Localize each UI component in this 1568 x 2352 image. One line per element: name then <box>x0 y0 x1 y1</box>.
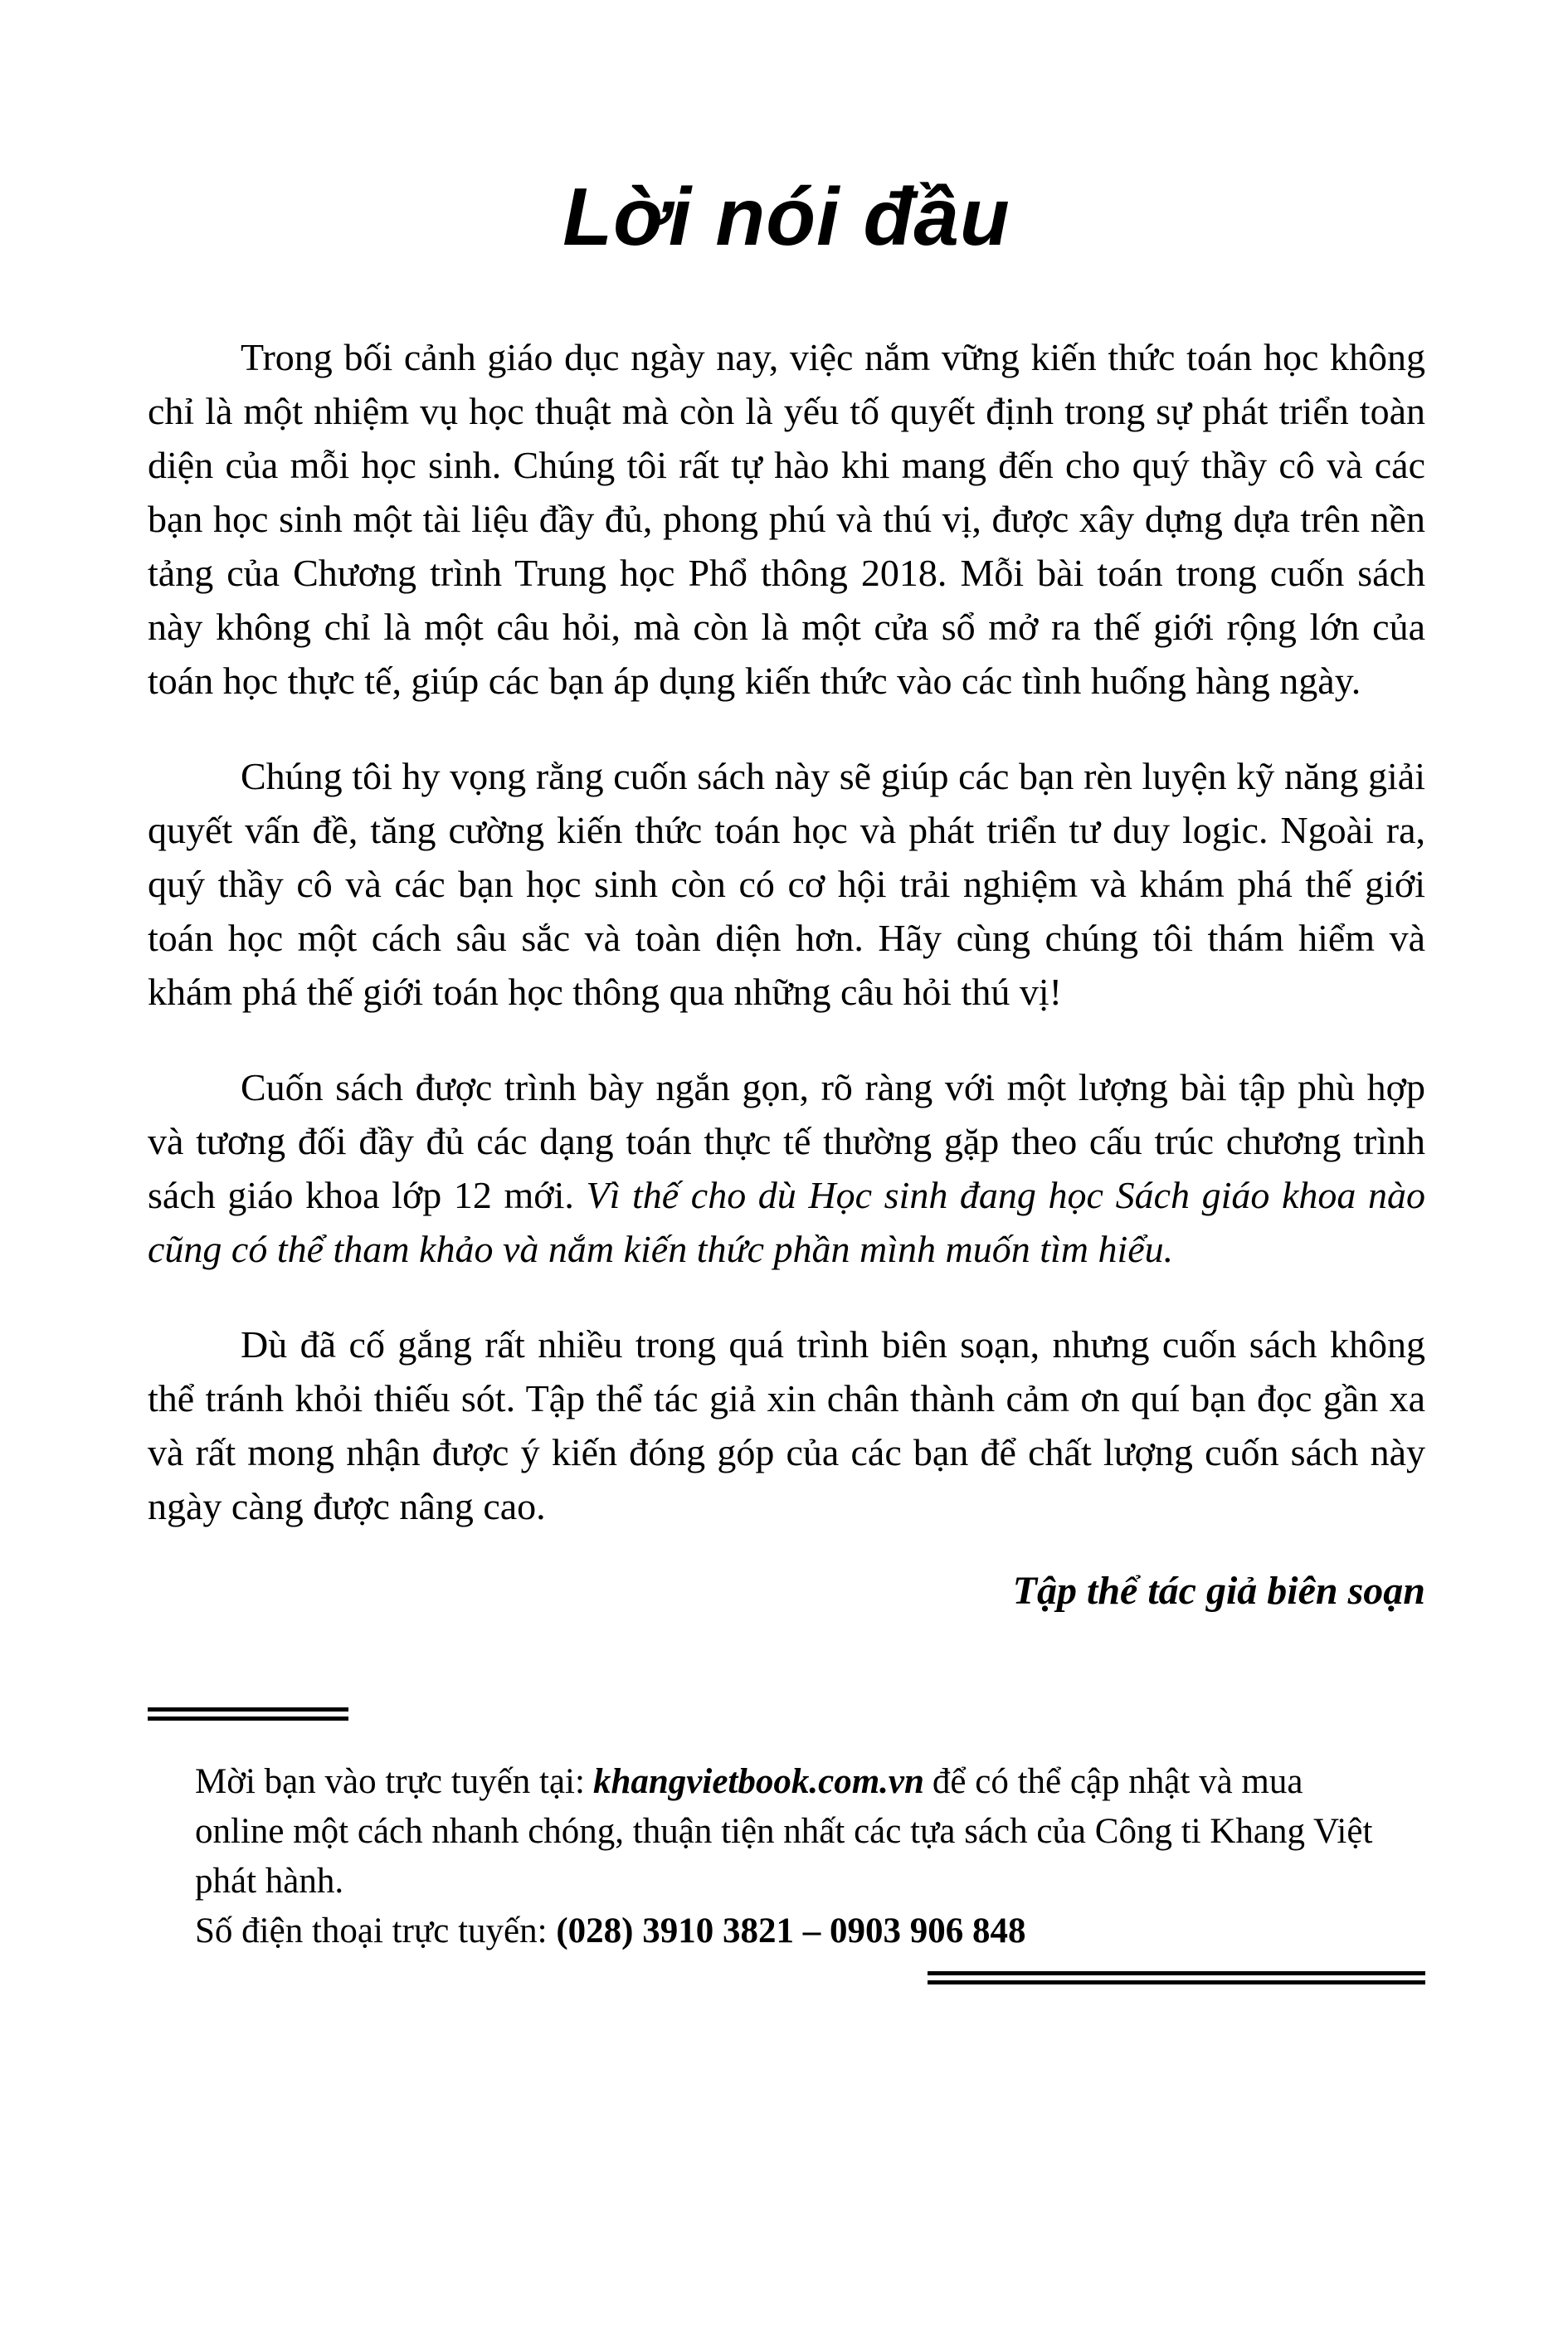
hotline-label: Số điện thoại trực tuyến: <box>195 1911 557 1950</box>
invite-prefix: Mời bạn vào trực tuyến tại: <box>195 1762 585 1801</box>
paragraph-3-emphasis: Vì thế cho dù Học sinh đang học Sách giáo khoa nào cũng có thể tham khảo và nắm kiến thức phần mình muốn tìm hiểu. <box>148 1174 1425 1270</box>
preface-paragraph-4 <box>148 1317 1425 1533</box>
publisher-note <box>195 1757 1380 1956</box>
publisher-invite-line <box>195 1757 1380 1906</box>
hotline-numbers: (028) 3910 3821 – 0903 906 848 <box>556 1911 1026 1950</box>
author-signature: Tập thể tác giả biên soạn <box>1012 1569 1425 1613</box>
paragraph-3-text: Cuốn sách được trình bày ngắn gọn, rõ ràng với một lượng bài tập phù hợp và tương đối đầy đủ các dạng toán thực tế thường gặp theo cấu trúc chương trình sách giáo khoa lớp 12 mới. <box>148 1066 1425 1216</box>
double-rule-left <box>148 1707 348 1721</box>
hotline-line <box>195 1906 1380 1956</box>
paragraph-4-text: Dù đã cố gắng rất nhiều trong quá trình biên soạn, nhưng cuốn sách không thể tránh khỏi thiếu sót. Tập thể tác giả xin chân thành cảm ơn quí bạn đọc gần xa và rất mong nhận được ý kiến đóng góp của các bạn để chất lượng cuốn sách này ngày càng được nâng cao. <box>148 1323 1425 1527</box>
preface-paragraph-1 <box>148 330 1425 708</box>
website-url: khangvietbook.com.vn <box>592 1762 924 1801</box>
page-title: Lời nói đầu <box>562 171 1010 262</box>
invite-suffix: để có thể cập nhật và mua online một cách nhanh chóng, thuận tiện nhất các tựa sách của Công ti Khang Việt phát hành. <box>195 1762 1373 1901</box>
paragraph-2-text: Chúng tôi hy vọng rằng cuốn sách này sẽ giúp các bạn rèn luyện kỹ năng giải quyết vấn đề, tăng cường kiến thức toán học và phát triển tư duy logic. Ngoài ra, quý thầy cô và các bạn học sinh còn có cơ hội trải nghiệm và khám phá thế giới toán học một cách sâu sắc và toàn diện hơn. Hãy cùng chúng tôi thám hiểm và khám phá thế giới toán học thông qua những câu hỏi thú vị! <box>148 755 1425 1013</box>
double-rule-right <box>928 1971 1425 1984</box>
preface-paragraph-3 <box>148 1060 1425 1276</box>
preface-paragraph-2 <box>148 749 1425 1019</box>
paragraph-1-text: Trong bối cảnh giáo dục ngày nay, việc nắm vững kiến thức toán học không chỉ là một nhiệm vụ học thuật mà còn là yếu tố quyết định trong sự phát triển toàn diện của mỗi học sinh. Chúng tôi rất tự hào khi mang đến cho quý thầy cô và các bạn học sinh một tài liệu đầy đủ, phong phú và thú vị, được xây dựng dựa trên nền tảng của Chương trình Trung học Phổ thông 2018. Mỗi bài toán trong cuốn sách này không chỉ là một câu hỏi, mà còn là một cửa sổ mở ra thế giới rộng lớn của toán học thực tế, giúp các bạn áp dụng kiến thức vào các tình huống hàng ngày. <box>148 336 1425 702</box>
